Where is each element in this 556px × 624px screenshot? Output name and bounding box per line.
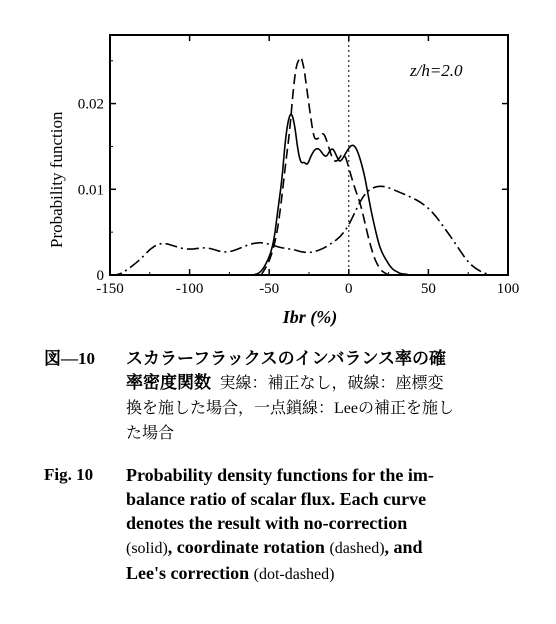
x-tick-label: 0 — [345, 281, 353, 297]
caption-ja-title-line1: スカラーフラックスのインバランス率の確 — [126, 349, 446, 368]
y-tick-label: 0.02 — [77, 96, 104, 113]
x-axis-label: Ibr (%) — [282, 307, 338, 327]
x-tick-label: -100 — [175, 281, 204, 297]
caption-en-note-dotdash: (dot-dashed) — [253, 566, 335, 583]
y-tick-label: 0.01 — [77, 182, 104, 199]
x-tick-label: 100 — [496, 281, 520, 297]
y-axis-label: Probability function — [47, 111, 66, 248]
caption-en-number: Fig. 10 — [44, 465, 94, 484]
caption-ja-title-line2: 率密度関数 — [126, 373, 211, 392]
caption-english — [44, 463, 544, 587]
caption-en-note-dashed: (dashed) — [329, 540, 385, 557]
caption-en-note-solid: (solid) — [126, 540, 168, 557]
caption-ja-text-line3: 換を施した場合，一点鎖線：Leeの補正を施し — [126, 400, 454, 417]
caption-en-line4b: , and — [384, 537, 423, 557]
series-line-dashed — [261, 57, 388, 275]
caption-ja-text-line4: た場合 — [126, 425, 175, 442]
caption-en-line5: Lee's correction — [126, 563, 250, 583]
caption-ja-number: 図—10 — [44, 349, 95, 368]
y-tick-label: 0 — [96, 268, 104, 284]
caption-en-line4: , coordinate rotation — [167, 537, 325, 557]
x-tick-label: -150 — [96, 281, 124, 297]
caption-japanese — [44, 347, 544, 446]
caption-en-line1: Probability density functions for the im- — [126, 465, 434, 485]
series-line-solid — [253, 114, 412, 275]
x-tick-label: -50 — [259, 281, 280, 297]
x-tick-label: 50 — [420, 281, 436, 297]
caption-ja-text-line2: 実線：補正なし，破線：座標変 — [219, 375, 444, 392]
caption-en-line2: balance ratio of scalar flux. Each curve — [126, 489, 427, 509]
series-line-dot-dashed — [110, 186, 492, 275]
caption-en-line3: denotes the result with no-correction — [126, 513, 408, 533]
chart-annotation: z/h=2.0 — [410, 61, 463, 80]
